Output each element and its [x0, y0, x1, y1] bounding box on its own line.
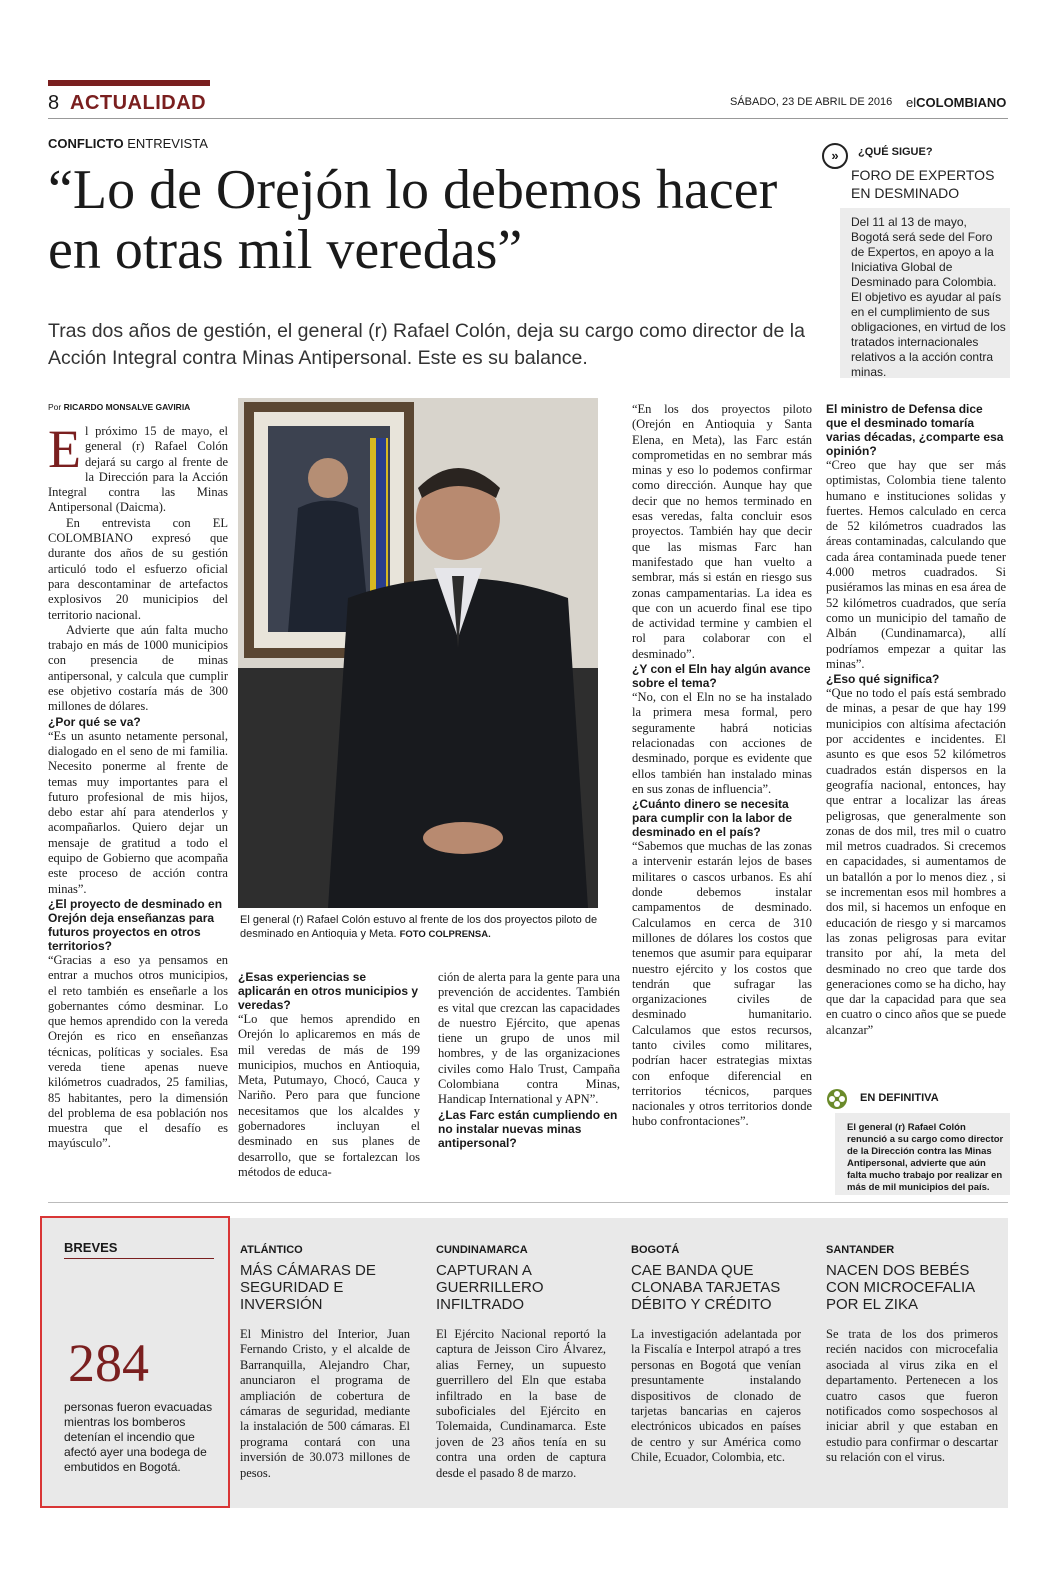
kicker-tag: CONFLICTO: [48, 136, 124, 151]
brief-region: CUNDINAMARCA: [436, 1244, 528, 1256]
byline-prefix: Por: [48, 402, 62, 412]
brief-item: [631, 1244, 801, 1466]
interview-answer: “Creo que hay que ser más optimistas, Colombia tiene talento humano e instituciones solidas y fuertes. Hemos calculado en cerca de 52 kilómetros cuadrados las áreas contaminadas, calculando que cada área contaminada puede tener 4.000 metros cuadrados. Si pusiéramos las minas en esa área de 52 kilómetros cuadrados, que sería como un municipio del tamaño de Albán (Cundinamarca), allí podríamos empezar a quitar las minas”.: [826, 458, 1006, 671]
paragraph: En entrevista con EL COLOMBIANO expresó que durante dos años de su gestión articuló todo el esfuerzo oficial para descontaminar de artefactos explosivos 20 municipios del territorio nacional.: [48, 515, 228, 622]
interview-answer: “No, con el Eln no se ha instalado la primera mesa formal, pero seguramente habrá noticias relacionadas con acciones de desminado, porque es evidente que ellos también han instalado minas en sus zonas de influencia”.: [632, 690, 812, 796]
highlight-number: 284: [68, 1333, 149, 1393]
interview-question: El ministro de Defensa dice que el desminado tomaría varias décadas, ¿comparte esa opinión?: [826, 402, 1004, 458]
brief-item: [436, 1244, 606, 1481]
article-column-1: [48, 419, 228, 1152]
photo-caption: [240, 913, 610, 942]
paragraph: Advierte que aún falta mucho trabajo en más de 1000 municipios con presencia de minas antipersonal, y calcula que cumplir ese objetivo costaría más de 300 millones de dólares.: [48, 622, 228, 714]
caption-text: El general (r) Rafael Colón estuvo al frente de los dos proyectos piloto de desminado en Antioquia y Meta.: [240, 914, 598, 940]
interview-answer: “Que no todo el país está sembrado de minas, a pesar de que hay 199 municipios con altísima afectación por accidentes e incidentes. El asunto es que esos 52 kilómetros cuadrados están dispersos en la geografía nacional, entonces, hay que entrar a localizar las áreas peligrosas, que generalmente son zonas de dos mil, tres mil o cuatro mil metros cuadrados. Si crecemos en capacidades, si aumentamos de un batallón a por lo menos diez , si se incrementan esos mil hombres a dos mil, si hacemos un enfoque en educación de riesgo y si marcamos las zonas peligrosas para evitar transito por ahí, la meta del desminado no creo que tarde dos generaciones como se ha dicho, hay que dar la capacidad para que sea en cuatro o cinco años que se puede alcanzar”: [826, 686, 1006, 1037]
clover-icon: [826, 1088, 848, 1110]
interview-answer: “Lo que hemos aprendido en Orejón lo aplicaremos en más de mil veredas de más de 199 municipios, muchos en Antioquia, Meta, Putumayo, Chocó, Cauca y Nariño. Pero para que funcione necesitamos que los alcaldes y gobernadores incluyan el desminado en sus planes de desarrollo, que se fortalezcan los métodos de educa-: [238, 1012, 420, 1179]
breves-label: BREVES: [64, 1240, 118, 1255]
interview-answer: “Gracias a eso ya pensamos en entrar a muchos otros municipios, el reto también es enseñarle a los gobernantes cómo desminar. Lo que hemos aprendido con la vereda Orejón es rico en enseñanzas técnicas, políticas y sociales. Esa vereda tiene apenas nueve kilómetros cuadrados, 25 familias, 85 habitantes, pero la dimensión del problema de esa población nos muestra que el desafío es mayúsculo”.: [48, 952, 228, 1151]
brief-body: El Ejército Nacional reportó la captura de Jeisson Ciro Álvarez, alias Ferney, un supuesto guerrillero del Eln que estaba infiltrado en la base de suboficiales del Ejército en Tolemaida, Cundinamarca. Este joven de 23 años tenía en su contra una orden de captura desde el pasado 8 de marzo.: [436, 1327, 606, 1480]
article-deck: Tras dos años de gestión, el general (r) Rafael Colón, deja su cargo como director de la Acción Integral contra Minas Antipersonal. Este es su balance.: [48, 320, 805, 369]
section-color-bar: [48, 80, 210, 86]
article-bottom-rule: [48, 1202, 1008, 1203]
header-rule: [48, 118, 1008, 119]
brief-title: CAPTURAN A GUERRILLERO INFILTRADO: [436, 1262, 544, 1313]
byline: [48, 402, 190, 412]
brief-title: CAE BANDA QUE CLONABA TARJETAS DÉBITO Y CRÉDITO: [631, 1262, 781, 1313]
brand-name: COLOMBIANO: [916, 95, 1007, 110]
article-column-2a: [238, 970, 420, 1180]
sidebar-text: Del 11 al 13 de mayo, Bogotá será sede del Foro de Expertos, en apoyo a la Iniciativa Global de Desminado para Colombia. El objetivo es ayudar al país en el cumplimiento de sus obligaciones, en virtud de los tratados internacionales relativos a la acción contra minas.: [851, 215, 1006, 379]
brief-item: [240, 1244, 410, 1481]
kicker-type: ENTREVISTA: [127, 136, 208, 151]
interview-question: ¿Cuánto dinero se necesita para cumplir con la labor de desminado en el país?: [632, 797, 793, 840]
interview-question: ¿Eso qué significa?: [826, 672, 940, 687]
newspaper-brand: [906, 95, 1006, 110]
brief-item: [826, 1244, 998, 1466]
summary-label: EN DEFINITIVA: [860, 1092, 939, 1104]
interview-answer: “Es un asunto netamente personal, dialogado en el seno de mi familia. Necesito ponerme al frente de temas muy importantes para el futuro profesional de mis hijos, debo estar ahí para atenderlos y acompañarlos. Quiero dejar un mensaje de gratitud a todo el equipo de Gobierno que acompaña este proceso de acción contra minas”.: [48, 728, 228, 896]
brief-title: NACEN DOS BEBÉS CON MICROCEFALIA POR EL ZIKA: [826, 1262, 975, 1313]
sidebar-title: FORO DE EXPERTOS EN DESMINADO: [851, 167, 995, 201]
paragraph: l próximo 15 de mayo, el general (r) Rafael Colón dejará su cargo al frente de la Dirección para la Acción Integral contra las Minas Antipersonal (Daicma).: [48, 424, 228, 515]
interview-answer: “En los dos proyectos piloto (Orejón en Antioquia y Santa Elena, en Meta), las Farc están comprometidas en no sembrar más minas y eso lo podemos confirmar como dirección. Aunque hay que decir que no hemos terminado en esas veredas, falta concluir esos proyectos. También hay que decir que las mismas Farc han manifestado que han vuelto a sembrar, más si están en riesgo sus zonas campamentarias. La idea es que con un acuerdo final ese tipo de actividad termine y cambien el rol para colaborar con el desminado”.: [632, 402, 812, 661]
interview-question: ¿Y con el Eln hay algún avance sobre el tema?: [632, 662, 811, 691]
article-headline: “Lo de Orejón lo debemos hacer en otras mil veredas”: [48, 159, 778, 281]
interview-question: ¿El proyecto de desminado en Orejón deja enseñanzas para futuros proyectos en otros territorios?: [48, 896, 223, 953]
article-column-3: [632, 402, 812, 1130]
issue-date: SÁBADO, 23 DE ABRIL DE 2016: [730, 96, 893, 108]
sidebar-label: ¿QUÉ SIGUE?: [858, 146, 933, 158]
interview-answer: ción de alerta para la gente para una prevención de accidentes. También es vital que crezcan las capacidades de nuestro Ejército, que apenas tiene un grupo de unos mil hombres, y de las organizaciones civiles como Halo Trust, Campaña Colombiana contra Minas, Handicap International y APN”.: [438, 970, 620, 1107]
byline-author: RICARDO MONSALVE GAVIRIA: [63, 402, 191, 412]
highlight-text: personas fueron evacuadas mientras los bomberos detenían el incendio que afectó ayer una bodega de embutidos en Bogotá.: [64, 1400, 213, 1474]
interview-question: ¿Las Farc están cumpliendo en no instalar nuevas minas antipersonal?: [438, 1107, 618, 1150]
double-chevron-icon: »: [822, 143, 848, 169]
drop-cap: E: [48, 419, 81, 479]
article-column-4: [826, 402, 1006, 1038]
article-column-2b: [438, 970, 620, 1150]
brief-region: BOGOTÁ: [631, 1244, 680, 1256]
breves-rule: [64, 1258, 214, 1259]
brand-prefix: el: [906, 95, 917, 110]
brief-title: MÁS CÁMARAS DE SEGURIDAD E INVERSIÓN: [240, 1262, 376, 1313]
article-kicker: [48, 136, 208, 151]
brief-body: La investigación adelantada por la Fiscalía e Interpol atrapó a tres personas en Bogotá que venían presuntamente instalando dispositivos de clonado de tarjetas bancarias en cajeros electrónicos ubicados en países de centro y sur América como Chile, Ecuador, Colombia, etc.: [631, 1327, 801, 1465]
page-number: 8: [48, 92, 60, 114]
brief-body: Se trata de los dos primeros recién nacidos con microcefalia asociada al virus zika en el departamento. Pertenecen a los cuatro casos que fueron notificados como sospechosos al iniciar abril y que estaban en estudio para confirmar o descartar su relación con el virus.: [826, 1327, 998, 1465]
interview-question: ¿Esas experiencias se aplicarán en otros municipios y veredas?: [238, 970, 419, 1012]
section-name: ACTUALIDAD: [70, 92, 207, 114]
summary-text: El general (r) Rafael Colón renunció a su cargo como director de la Dirección contra las Minas Antipersonal, advierte que aún falta mucho trabajo por realizar en más de mil municipios del país.: [847, 1122, 1004, 1193]
brief-region: SANTANDER: [826, 1244, 895, 1256]
portrait-photo: [238, 398, 598, 908]
portrait-illustration: [238, 398, 598, 908]
photo-credit: FOTO COLPRENSA.: [399, 929, 491, 940]
interview-question: ¿Por qué se va?: [48, 714, 141, 729]
brief-body: El Ministro del Interior, Juan Fernando Cristo, y el alcalde de Barranquilla, Alejandro Char, anunciaron el programa de ampliación de cobertura de cámaras de seguridad, mediante la instalación de 500 cámaras. El programa contará con una inversión de 30.073 millones de pesos.: [240, 1327, 410, 1480]
interview-answer: “Sabemos que muchas de las zonas a intervenir estarán lejos de bases militares o cascos urbanos. Es ahí donde debemos instalar campamentos de desminado. Calculamos en cerca de 310 millones de dólares los costos que tenemos que asumir para equiparar nuestro ejército y los costos que tendrán que sufragar las organizaciones civiles de desminado humanitario. Calculamos que estos recursos, tanto civiles como militares, podrían hacer estrategias mixtas con enfoque diferencial en territorios técnicos, parques nacionales y otros territorios donde hubo confrontaciones”.: [632, 839, 812, 1129]
brief-region: ATLÁNTICO: [240, 1244, 303, 1256]
